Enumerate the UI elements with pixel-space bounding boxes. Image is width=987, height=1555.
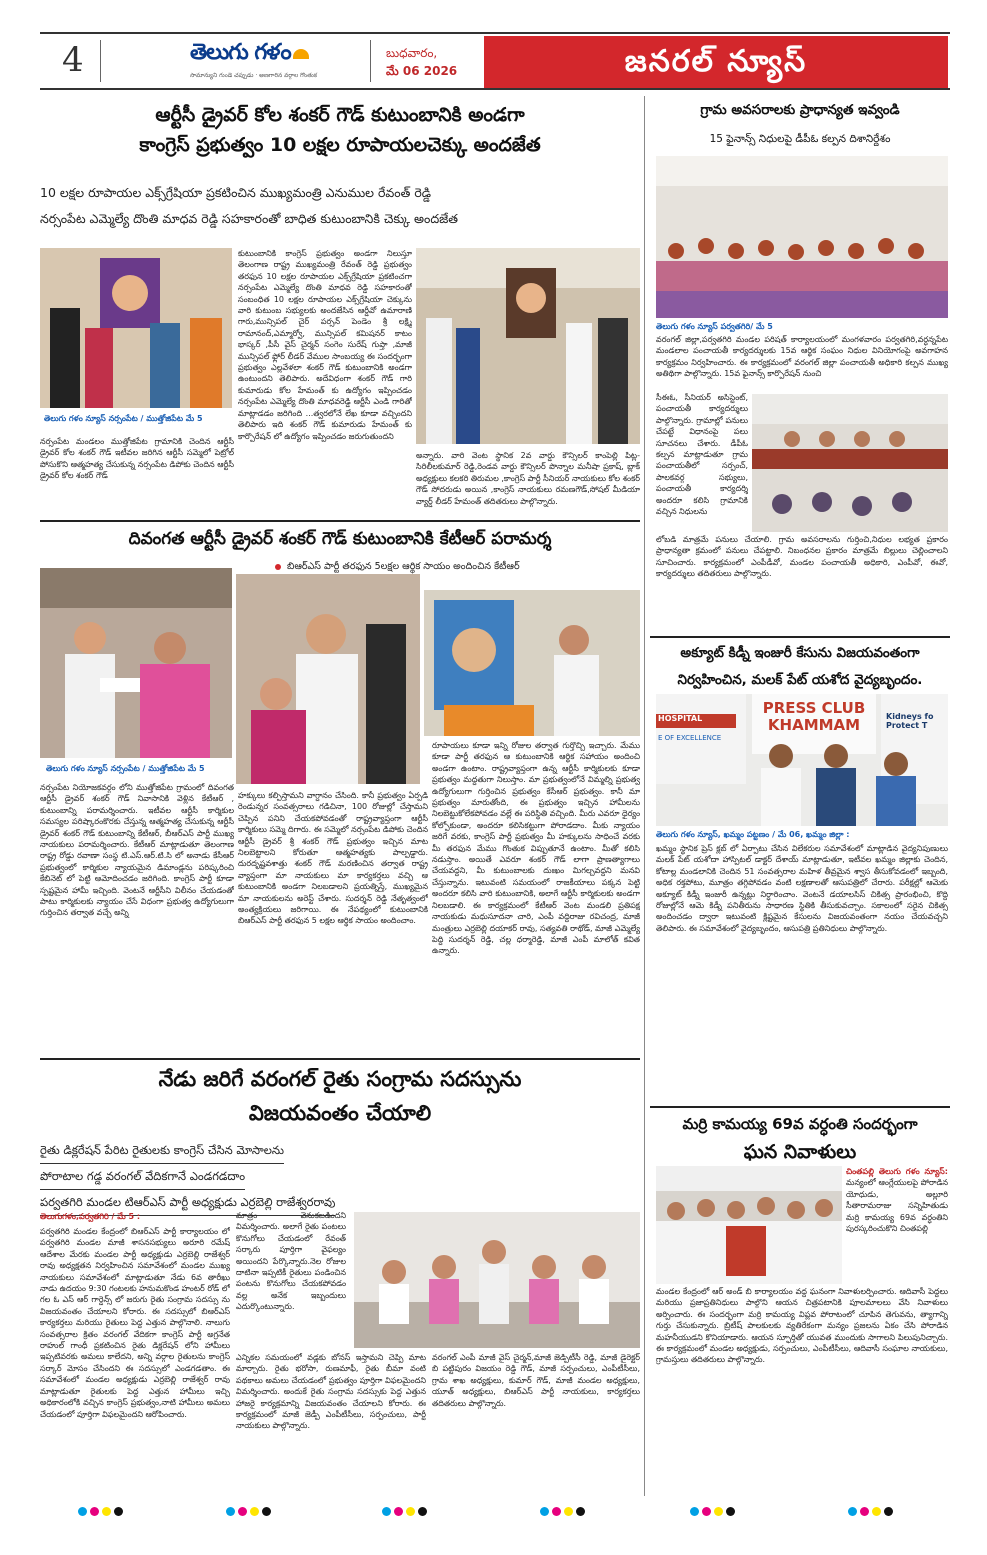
story1-subhead-line2: నర్సంపేట ఎమ్మెల్యే దొంతి మాధవ రెడ్డి సహకారంతో బాధిత కుటుంబానికి చెక్కు అందజేత (40, 211, 459, 226)
masthead (40, 32, 950, 90)
story4-text-top: వరంగల్ జిల్లా,పర్వతగిరి మండల పరిషత్ కార్యాలయంలో మంగళవారం పర్వతగిరి,వర్ధన్నపేట మండలాల పంచాయతీ కార్యదర్శులకు 15వ ఆర్థిక సంఘం నిధుల వినియోగంపై అవగాహన కార్యక్రమం నిర్వహించారు. ఈ కార్యక్రమంలో వరంగల్ జిల్లా పంచాయతీ అధికారి కల్పన ముఖ్య అతిథిగా పాల్గొన్నారు. 15వ ఫైనాన్స్ కార్పొరేషన్ నుంచి (656, 335, 948, 379)
family-photo-illustration (40, 248, 232, 408)
story1-col1: నర్సంపేట మండలం ముత్తోజిపేట గ్రామానికి చెందిన ఆర్టీసీ డ్రైవర్ కోల శంకర్ గౌడ్ ఇటీవల జరిగిన ఆర్టీసీ సమ్మెలో పెట్రోల్ పోసుకొని ఆత్మహత్య చేసుకున్న నర్సంపేట డిపోకు చెందిన ఆర్టీసీ డ్రైవర్ కోల శంకర్ గౌడ్ (40, 437, 234, 481)
story3-col1b: మాత్రం వెనుకబడిందని విమర్శించారు. అలాగే రైతు పంటలు కొనుగోలు చేయడంలో రేవంత్ సర్కారు పూర్తిగా వైఫల్యం అయిందని పేర్కొన్నారు.నెల రోజుల దాటినా ఇప్పటికీ రైతులు పండించిన పంటను కొనుగోలు చేయకపోవడం వల్ల అనేక ఇబ్బందులు ఎదుర్కొంటున్నారు. (236, 1211, 346, 1312)
photo-text-hospital: HOSPITAL (658, 714, 703, 723)
registration-dot (690, 1507, 699, 1516)
story5-text: ఖమ్మం స్థానిక ప్రెస్ క్లబ్ లో ఏర్పాటు చేసిన విలేకరుల సమావేశంలో మాట్లాడిన వైద్యనిపుణులు మలక్ పేట్ యశోదా హాస్పిటల్ డాక్టర్ దేశాయ్ మాట్లాడుతూ, ఇటీవల ఖమ్మం జిల్లాకు చెందిన, కోటాల్ల మండలానికి చెందిన 51 సంవత్సరాల మహిళ తీవ్రమైన శ్వాస తీసుకోవడంలో ఇబ్బంది, అధిక రక్తపోటు, మూత్రం తగ్గిపోవడం వంటి లక్షణాలతో ఆసుపత్రిలో చేరారు. పరీక్షల్లో ఆమెకు అక్యూట్ కిడ్నీ ఇంజురీ ఉన్నట్లు నిర్ధారించాం. వెంటనే డయాలసిస్ చికిత్స ప్రారంభించి, కొద్ది రోజుల్లోనే ఆమె కిడ్నీ పనితీరును సాధారణ స్థితికి తీసుకువచ్చాం. సకాలంలో సరైన చికిత్స అందించడం ద్వారా ఇటువంటి క్లిష్టమైన కేసులను విజయవంతంగా నయం చేయవచ్చని తెలిపారు. ఈ సమావేశంలో వైద్యబృందం, ఆసుపత్రి ప్రతినిధులు పాల్గొన్నారు. (656, 844, 948, 933)
registration-dot (238, 1507, 247, 1516)
registration-dot (90, 1507, 99, 1516)
registration-dot (226, 1507, 235, 1516)
story3-col3: వరంగల్ ఎంపీ మాజీ వైస్ చైర్మన్,మాజీ జెడ్పిటీసీ రెడ్డి, మాజీ డైరెక్టర్ బి పట్టిపురం విజయం రెడ్డి గౌడ్, మాజీ సర్పంచులు, ఎంపీటీసీలు, గ్రామ శాఖ అధ్యక్షులు, కుమార్ గౌడ్, మాజీ మండల అధ్యక్షులు, యూత్ అధ్యక్షులు, బిఆర్ఎస్ పార్టీ నాయకులు, కార్యకర్తలు తదితరులు పాల్గొన్నారు. (432, 1353, 640, 1408)
story2-subhead (275, 560, 640, 574)
story3-photo (354, 1212, 640, 1348)
story2-col1: నర్సంపేట నియోజకవర్గం లోని ముత్తోజిపేట గ్రామంలో దివంగత ఆర్టీసీ డ్రైవర్ శంకర్ గౌడ్ నివాసానికి వెళ్లిన కేటీఆర్ , కుటుంబాన్ని పరామర్శించారు. ఇటీవల ఆర్టీసీ కార్మికుల సమస్యల పరిష్కారంకొరకు చేస్తున్న ఆత్మహత్య చేసుకున్న ఆర్టీసీ డ్రైవర్ శంకర్ గౌడ్ కుటుంబాన్ని కేటీఆర్, బీఆర్ఎస్ పార్టీ ముఖ్య నాయకులు పరామర్శించారు. కేటీఆర్ మాట్లాడుతూ తెలంగాణ రాష్ట్ర రోడ్డు రవాణా సంస్థ టి.ఎస్.ఆర్.టి.సి లో అనాడు కేసీఆర్ ప్రభుత్వంలో కార్మికుల న్యాయమైన డిమాండ్లను పరిష్కరించి కేబినెట్ లో పెట్టి ఆమోదించడం జరిగింది. కాంగ్రెస్ పార్టీ కూడా స్పష్టమైన హామీ ఇచ్చింది. వెంటనే ఆర్టీసీని విలీనం చేయడంతో పాటు కార్మికులకు న్యాయం చేసే విధంగా ప్రభుత్వ ఉద్యోగులుగా గుర్తించిన తర్వాత వచ్చే అన్ని (40, 783, 234, 918)
logo-tagline: సామాన్యుని గుండె చప్పుడు · అణగారిన వర్గాల గొంతుక (190, 72, 318, 79)
registration-dot (394, 1507, 403, 1516)
story5-headline-line2: నిర్వహించిన, మలక్ పేట్ యశోద వైద్యబృందం. (677, 672, 923, 688)
story4-subhead: 15 ఫైనాన్స్ నిధులపై డీపీఓ కల్పన దిశానిర్దేశం (709, 133, 891, 145)
logo-text: తెలుగు గళం (190, 40, 291, 65)
registration-dot (702, 1507, 711, 1516)
story2-photo-center (236, 574, 420, 784)
story6-text-side-body: మన్యంలో ఆంగ్లేయులపై పోరాడిన యోధుడు, అల్లూరి సీతారామరాజు సన్నిహితుడు మర్రి కామయ్య 69వ వర్ధంతిని పురస్కరించుకొని చింతపల్లి (846, 1178, 948, 1234)
story1-subhead (40, 180, 640, 232)
story1-headline-line1: ఆర్టీసీ డ్రైవర్ కోల శంకర్ గౌడ్ కుటుంబానికి అండగా (155, 104, 525, 126)
registration-dot (250, 1507, 259, 1516)
registration-dot (114, 1507, 123, 1516)
story3-headline (40, 1062, 640, 1130)
registration-dot (726, 1507, 735, 1516)
registration-marks (540, 1507, 585, 1516)
story3-headline-line1: నేడు జరిగే వరంగల్ రైతు సంగ్రామ సదస్సును (158, 1067, 522, 1091)
story5-caption: తెలుగు గళం న్యూస్, ఖమ్మం పట్టణం / మే 06, ఖమ్మం జిల్లా : (656, 830, 850, 839)
registration-dot (540, 1507, 549, 1516)
story1-caption: తెలుగు గళం న్యూస్ నర్సంపేట / ముత్తోజిపేట మే 5 (44, 414, 203, 423)
photo-text-excellence: E OF EXCELLENCE (658, 734, 722, 742)
registration-dot (102, 1507, 111, 1516)
story2-photo-left (40, 568, 232, 758)
story1-subhead-line1: 10 లక్షల రూపాయల ఎక్స్‌గ్రేషియా ప్రకటించిన ముఖ్యమంత్రి ఎనుముల రేవంత్ రెడ్డి (40, 185, 432, 200)
story2-col2: హక్కులు కల్పిస్తామని వాగ్దానం చేసింది. కానీ ప్రభుత్వం ఏర్పడి రెండున్నర సంవత్సరాలు గడిచినా, 100 రోజుల్లో చేస్తామని చెప్పిన పనిని చేయకపోవడంతో రాష్ట్రవ్యాప్తంగా ఆర్టీసీ కార్మికులు సమ్మె దిగారు. ఈ సమ్మెలో నర్సంపేట డిపోకు చెందిన ఆర్టీసీ డ్రైవర్ శ్రీ శంకర్ గౌడ్ ప్రభుత్వం ఇచ్చిన మాట నిలబెట్టాలని కోరుతూ ఆత్మహత్యకు పాల్పడ్డారు. దురదృష్టవశాత్తు శంకర్ గౌడ్ మరణించిన తర్వాత రాష్ట్ర వ్యాప్తంగా మా నాయకులు మా కార్యకర్తలు వచ్చి ఆ కుటుంబానికి అండగా నిలబడాలని ప్రయత్నిస్తే, ముఖ్యమైన మా నాయకులను అరెస్ట్ చేశారు. సుదర్శన్ రెడ్డి నేతృత్వంలో అంత్యక్రియలు జరిగాయి. ఈ నేపథ్యంలో కుటుంబానికి బిఆర్ఎస్ పార్టీ తరఫున 5 లక్షల ఆర్థిక సాయం అందించాం. (238, 791, 428, 926)
story6-headline-line2: ఘన నివాళులు (743, 1141, 857, 1163)
story3-headline-line2: విజయవంతం చేయాలి (248, 1101, 432, 1125)
story6-headline-line1: మర్రి కామయ్య 69వ వర్ధంతి సందర్భంగా (682, 1115, 918, 1133)
registration-dot (564, 1507, 573, 1516)
story1-headline (40, 100, 640, 160)
story2-subhead-text: బిఆర్ఎస్ పార్టీ తరఫున 5లక్షల ఆర్థిక సాయం అందించిన కేటీఆర్ (287, 561, 520, 572)
story1-photo-right (416, 248, 640, 444)
photo-text-kidney: Kidneys fo Protect T (886, 712, 934, 730)
issue-day: బుధవారం, (386, 46, 438, 60)
story6-photo (656, 1166, 842, 1284)
story1-photo-left (40, 248, 232, 408)
story2-col3: రూపాయలు కూడా ఇన్ని రోజుల తర్వాత గుర్తొచ్చి ఇచ్చారు. మేము కూడా పార్టీ తరఫున ఆ కుటుంబానికి ఆర్థిక సహాయం అందించి అండగా ఉంటాం. రాష్ట్రవ్యాప్తంగా ఉన్న ఆర్టీసీ కార్మికులకు కూడా ప్రభుత్వం మద్దతుగా నిలుస్తాం. మా ప్రభుత్వంలోనే విమ్మల్ని ప్రభుత్వ ఉద్యోగులుగా గుర్తించిన ప్రభుత్వం కేసీఆర్ ప్రభుత్వం. కానీ మా ప్రభుత్వం మారుతోంది, ఈ ప్రభుత్వం ఇచ్చిన హామీలను నిలబెట్టుకోలేకపోవడం వల్లే ఈ పరిస్థితి వచ్చింది. మీరు ఎవరూ ధైర్యం కోల్పోకుండా, అందరూ కలిసికట్టుగా పోరాడదాం. మీకు న్యాయం జరిగే వరకు, కాంగ్రెస్ పార్టీ ప్రభుత్వం మీ హక్కులను సాధించే వరకు మీ తరఫున మేము గొంతుక విప్పుతూనే ఉంటాం. మీతో కలిసి నడుస్తాం. అయితే ఎవరూ శంకర్ గౌడ్ లాగా ప్రాణత్యాగాలు చేయవద్దని, మీ కుటుంబాలకు దుఃఖం మిగల్చవద్దని మనవి చేస్తున్నాను. ఇటువంటి సమయంలో రాజకీయాలు పక్కన పెట్టి అందరూ కలిసి వారి కుటుంబానికి, అలాగే ఆర్టీసీ కార్మికులకు అండగా నిలబడాలి. ఈ కార్యక్రమంలో కేటీఆర్ వెంట మండలి ప్రతిపక్ష నాయకుడు మధుసూదనా చారి, ఎంపీ వద్దిరాజు రవిచంద్ర, మాజీ మంత్రులు ఎర్రబెల్లి దయాకర్ రావు, సత్యవతి రాథోడ్, మాజీ ఎమ్మెల్యే పెద్ది సుదర్శన్ రెడ్డి, చల్ల ధర్మారెడ్డి, మాజీ ఎంపీ మాలోత్ కవిత ఉన్నారు. (432, 741, 640, 956)
registration-marks (690, 1507, 735, 1516)
issue-date (386, 44, 457, 80)
divider (100, 40, 101, 82)
story5-photo (656, 694, 948, 826)
registration-dot (848, 1507, 857, 1516)
visit-photo-illustration (40, 568, 232, 758)
registration-dot (418, 1507, 427, 1516)
bullet-icon (275, 564, 281, 570)
story-divider (650, 636, 950, 638)
registration-dot (78, 1507, 87, 1516)
story2-headline: దివంగత ఆర్టీసీ డ్రైవర్ శంకర్ గౌడ్ కుటుంబానికి కేటీఆర్ పరామర్శ (128, 529, 552, 549)
story3-sub1: రైతు డిక్లరేషన్ పేరిట రైతులకు కాంగ్రెస్ చేసిన మోసాలను (40, 1138, 284, 1164)
registration-dot (552, 1507, 561, 1516)
registration-dot (262, 1507, 271, 1516)
story4-headline: గ్రామ అవసరాలకు ప్రాధాన్యత ఇవ్వండి (700, 102, 900, 118)
group-photo-illustration (416, 248, 640, 444)
registration-dot (860, 1507, 869, 1516)
story6-text-side (846, 1166, 948, 1284)
story4-text-bottom: లోబడి మాత్రమే పనులు చేయాలి. గ్రామ అవసరాలను గుర్తించి,నిధుల లభ్యత ప్రకారం ప్రాధాన్యతా క్రమంలో పనులు చేపట్టాలి. నిబంధనల ప్రకారం మాత్రమే బిల్లులు చెల్లించాలని సూచించారు. కార్యక్రమంలో ఎంపీడీవో, మండల పంచాయతీ అధికారి, ఎంపీవో, ఈవో, కార్యదర్శులు తదితరులు పాల్గొన్నారు. (656, 535, 948, 579)
story4-text-left: సీఈఓ, సీనియర్ అసిస్టెంట్, పంచాయతీ కార్యదర్శులు పాల్గొన్నారు. గ్రామాల్లో పనులు చేపట్టే విధానంపై పలు సూచనలు చేశారు. డీపీఓ కల్పన మాట్లాడుతూ గ్రామ పంచాయతీలో సర్పంచ్, పాలకవర్గ సభ్యులు, పంచాయతీ కార్యదర్శి అందరూ కలిసి గ్రామానికి వచ్చిన నిధులను (656, 393, 748, 517)
column-divider (644, 96, 645, 1496)
story4-photo-top (656, 156, 948, 318)
tribute-photo-illustration (424, 590, 640, 736)
story6-caption: చింతపల్లి తెలుగు గళం న్యూస్: (846, 1167, 948, 1176)
story6-text: మండల కేంద్రంలో ఆర్ అండ్ బి కార్యాలయం వద్ద ఘనంగా నివాళులర్పించారు. ఆదివాసీ పెద్దలు మరియు ప్రజాప్రతినిధులు పాల్గొని ఆయన చిత్రపటానికి పూలమాలలు వేసి నివాళులు అర్పించారు. ఈ సందర్భంగా మర్రి కామయ్య విప్లవ పోరాటంలో చూపిన తెగువను, త్యాగాన్ని గుర్తు చేసుకున్నారు. బ్రిటీష్ పాలకులకు వ్యతిరేకంగా మన్యం ప్రజలను ఏకం చేసి పోరాడిన మహనీయుడని కొనియాడారు. ఆయన స్ఫూర్తితో యువత ముందుకు సాగాలని పిలుపునిచ్చారు. ఈ కార్యక్రమంలో మండల అధ్యక్షుడు, సర్పంచులు, ఎంపీటీసీలు, ఆదివాసీ సంఘాల నాయకులు, గ్రామస్తులు తదితరులు పాల్గొన్నారు. (656, 1287, 948, 1365)
registration-marks (382, 1507, 427, 1516)
section-banner: జనరల్ న్యూస్ (484, 36, 948, 88)
story2-photo-right (424, 590, 640, 736)
registration-marks (78, 1507, 123, 1516)
registration-dot (576, 1507, 585, 1516)
story3-col2: ఎన్నికల సమయంలో వడ్లకు బోనస్ ఇస్తామని చెప్పి మాట మార్చారు. రైతు భరోసా, రుణమాఫీ, రైతు బీమా వంటి పథకాలు అమలు చేయడంలో ప్రభుత్వం పూర్తిగా విఫలమైందని విమర్శించారు. అందుకే రైతు సంగ్రామ సదస్సుకు పెద్ద ఎత్తున హాజరై కార్యక్రమాన్ని విజయవంతం చేయాలని కోరారు. ఈ కార్యక్రమంలో మాజీ జెడ్పీ ఎంపీటీసీలు, సర్పంచులు, పార్టీ నాయకులు పాల్గొన్నారు. (236, 1353, 426, 1431)
story3-sub2: పోరాటాల గడ్డ వరంగల్ వేదికగానే ఎండగడదాం (40, 1164, 245, 1190)
story1-headline-line2: కాంగ్రెస్ ప్రభుత్వం 10 లక్షల రూపాయలచెక్కు అందజేత (139, 134, 541, 156)
page-number: 4 (62, 40, 84, 80)
meeting-photo-illustration (354, 1212, 640, 1348)
registration-dot (406, 1507, 415, 1516)
story1-col2: కుటుంబానికి కాంగ్రెస్ ప్రభుత్వం అండగా నిలుస్తూ తెలంగాణ రాష్ట్ర ముఖ్యమంత్రి రేవంత్ రెడ్డి ప్రభుత్వం తరఫున 10 లక్షల రూపాయల ఎక్స్‌గ్రేషియా ప్రకటించగా నర్సంపేట ఎమ్మెల్యే దొంతి మాధవ రెడ్డి సహకారంతో సంబంధిత 10 లక్షల రూపాయల ఎక్స్‌గ్రేషియా చెక్కును వారి కుటుంబ సభ్యులకు అందజేసిన ఆర్డీవో ఉమారాణి గారు,మున్సిపల్ చైర్ పర్సన్ పెండెం శ్రీ లక్ష్మి రామానంద్,ఎమ్మార్వో, మున్సిపల్ కమిషనర్ కాటం భాస్కర్ ,పీసీ వైస్ చైర్మన్ సంగెం సురేష్ గుప్తా ,మాజీ మున్సిపల్ ఫ్లోర్ లీడర్ వేముల సాంబయ్య ఈ సందర్భంగా ప్రభుత్వం ఎల్లవేళలా శంకర్ గౌడ్ కుటుంబానికి అండగా ఉంటుందని తెలిపారు. అదేవిధంగా శంకర్ గౌడ్ గారి కుమారుడు కోల హేమంత్ కు ఉద్యోగం ఇప్పించడం నర్సంపేట ఎమ్మెల్యే దొంతి మాధవరెడ్డి ఆర్టీసీ ఎండి గారితో మాట్లాడడం జరిగింది ...త్వరలోనే లేఖ కూడా వచ్చిందని తెలిపారు ఇది శంకర్ గౌడ్ కుమారుడు హేమంత్ కు కార్పొరేషన్ లో ఉద్యోగం ఇప్పించడం జరుగుతుందని (238, 249, 412, 441)
sun-icon (293, 49, 309, 59)
photo-text-press-club: PRESS CLUB KHAMMAM (762, 699, 866, 734)
story3-caption: తెలుగుగళం,పర్వతగిరి / మే 5 : (40, 1212, 141, 1221)
story5-headline (650, 640, 950, 694)
story4-caption: తెలుగు గళం న్యూస్ పర్వతగిరి/ మే 5 (656, 322, 773, 331)
registration-dot (884, 1507, 893, 1516)
registration-marks (848, 1507, 893, 1516)
story3-sub3: పర్వతగిరి మండల టిఆర్ఎస్ పార్టీ అధ్యక్షుడు ఎర్రబెల్లి రాజేశ్వరరావు (40, 1190, 335, 1216)
officials-photo-illustration (752, 394, 948, 532)
hall-photo-illustration (656, 156, 948, 318)
story-divider (40, 1058, 640, 1060)
story5-headline-line1: అక్యూట్ కిడ్నీ ఇంజురీ కేసును విజయవంతంగా (680, 645, 920, 661)
tribute-event-photo-illustration (656, 1166, 842, 1284)
issue-date-value: మే 06 2026 (386, 64, 458, 78)
story2-caption: తెలుగు గళం న్యూస్ నర్సంపేట / ముత్తోజిపేట మే 5 (46, 764, 205, 773)
story3-col1: పర్వతగిరి మండల కేంద్రంలో బిఆర్ఎస్ పార్టీ కార్యాలయం లో పర్వతగిరి మండల మాజీ శాసనసభ్యులు అరూరి రమేష్ ఆదేశాల మేరకు మండల పార్టీ అధ్యక్షుడు ఎర్రబెల్లి రాజేశ్వర్ రావు అధ్యక్షతన నిర్వహించిన సమావేశంలో మండల ముఖ్య నాయకులు సమావేశంలో మాట్లాడుతూ నేడు 6వ తారీఖు నాడు ఉదయం 9:30 గంటలకు హనుమకొండ హంటర్ రోడ్ లో గల ఓ ఎస్ ఆర్ గార్డెన్స్ లో జరుగు రైతు సంగ్రామ సదస్సు ను విజయవంతం చేయాలని కోరారు. ఈ సదస్సులో బిఆర్ఎస్ కార్యకర్తలు మరియు రైతులు పెద్ద ఎత్తున పాల్గొనాలి. నాలుగు సంవత్సరాల క్రితం వరంగల్ వేదికగా కాంగ్రెస్ పార్టీ అగ్రనేత రాహుల్ గాంధీ ప్రకటించిన రైతు డిక్లరేషన్ లోని హామీలు ఇప్పటివరకు అమలు కాలేదని, అన్ని వర్గాల రైతులను కాంగ్రెస్ సర్కార్ మోసం చేసిందని ఈ సదస్సులో ఎండగడతాం. ఈ సమావేశంలో మండల అధ్యక్షుడు ఎర్రబెల్లి రాజేశ్వర్ రావు మాట్లాడుతూ రైతులకు పెద్ద ఎత్తున హామీలు ఇచ్చి అధికారంలోకి వచ్చిన కాంగ్రెస్ ప్రభుత్వం,నాటి హామీలు అమలు చేయడంలో పూర్తిగా విఫలమైందని ఆరోపించారు. (40, 1227, 230, 1419)
consoling-photo-illustration (236, 574, 420, 784)
registration-dot (382, 1507, 391, 1516)
registration-dot (714, 1507, 723, 1516)
newspaper-logo (190, 40, 330, 82)
story6-headline (650, 1110, 950, 1166)
story4-photo-bottom (752, 394, 948, 532)
story-divider (650, 1106, 950, 1108)
story1-col3: అన్నారు. వారి వెంట స్థానిక 2వ వార్డు కౌన్సిలర్ కాంపెల్లి పిట్ల-సిరిలీలకుమార్ రెడ్డి,రెండవ వార్డు కౌన్సిలర్ పొన్నాల మనీషా ప్రకాష్, బ్లాక్ అధ్యక్షులు కలకరి తిరుమల ,కాంగ్రెస్ పార్టీ సీనియర్ నాయకులు కోల శంకర్ గౌడ్ సోదరుడు అయిన ,కాంగ్రెస్ నాయకులు రమణగౌడ్,సోషల్ మీడియా వ్యార్డ్ లీడర్ హేమంత్ తదితరులు పాల్గొన్నారు. (416, 451, 640, 506)
divider (370, 40, 371, 82)
story-divider (40, 520, 640, 522)
story3-subheads (40, 1138, 640, 1216)
registration-dot (872, 1507, 881, 1516)
registration-marks (226, 1507, 271, 1516)
